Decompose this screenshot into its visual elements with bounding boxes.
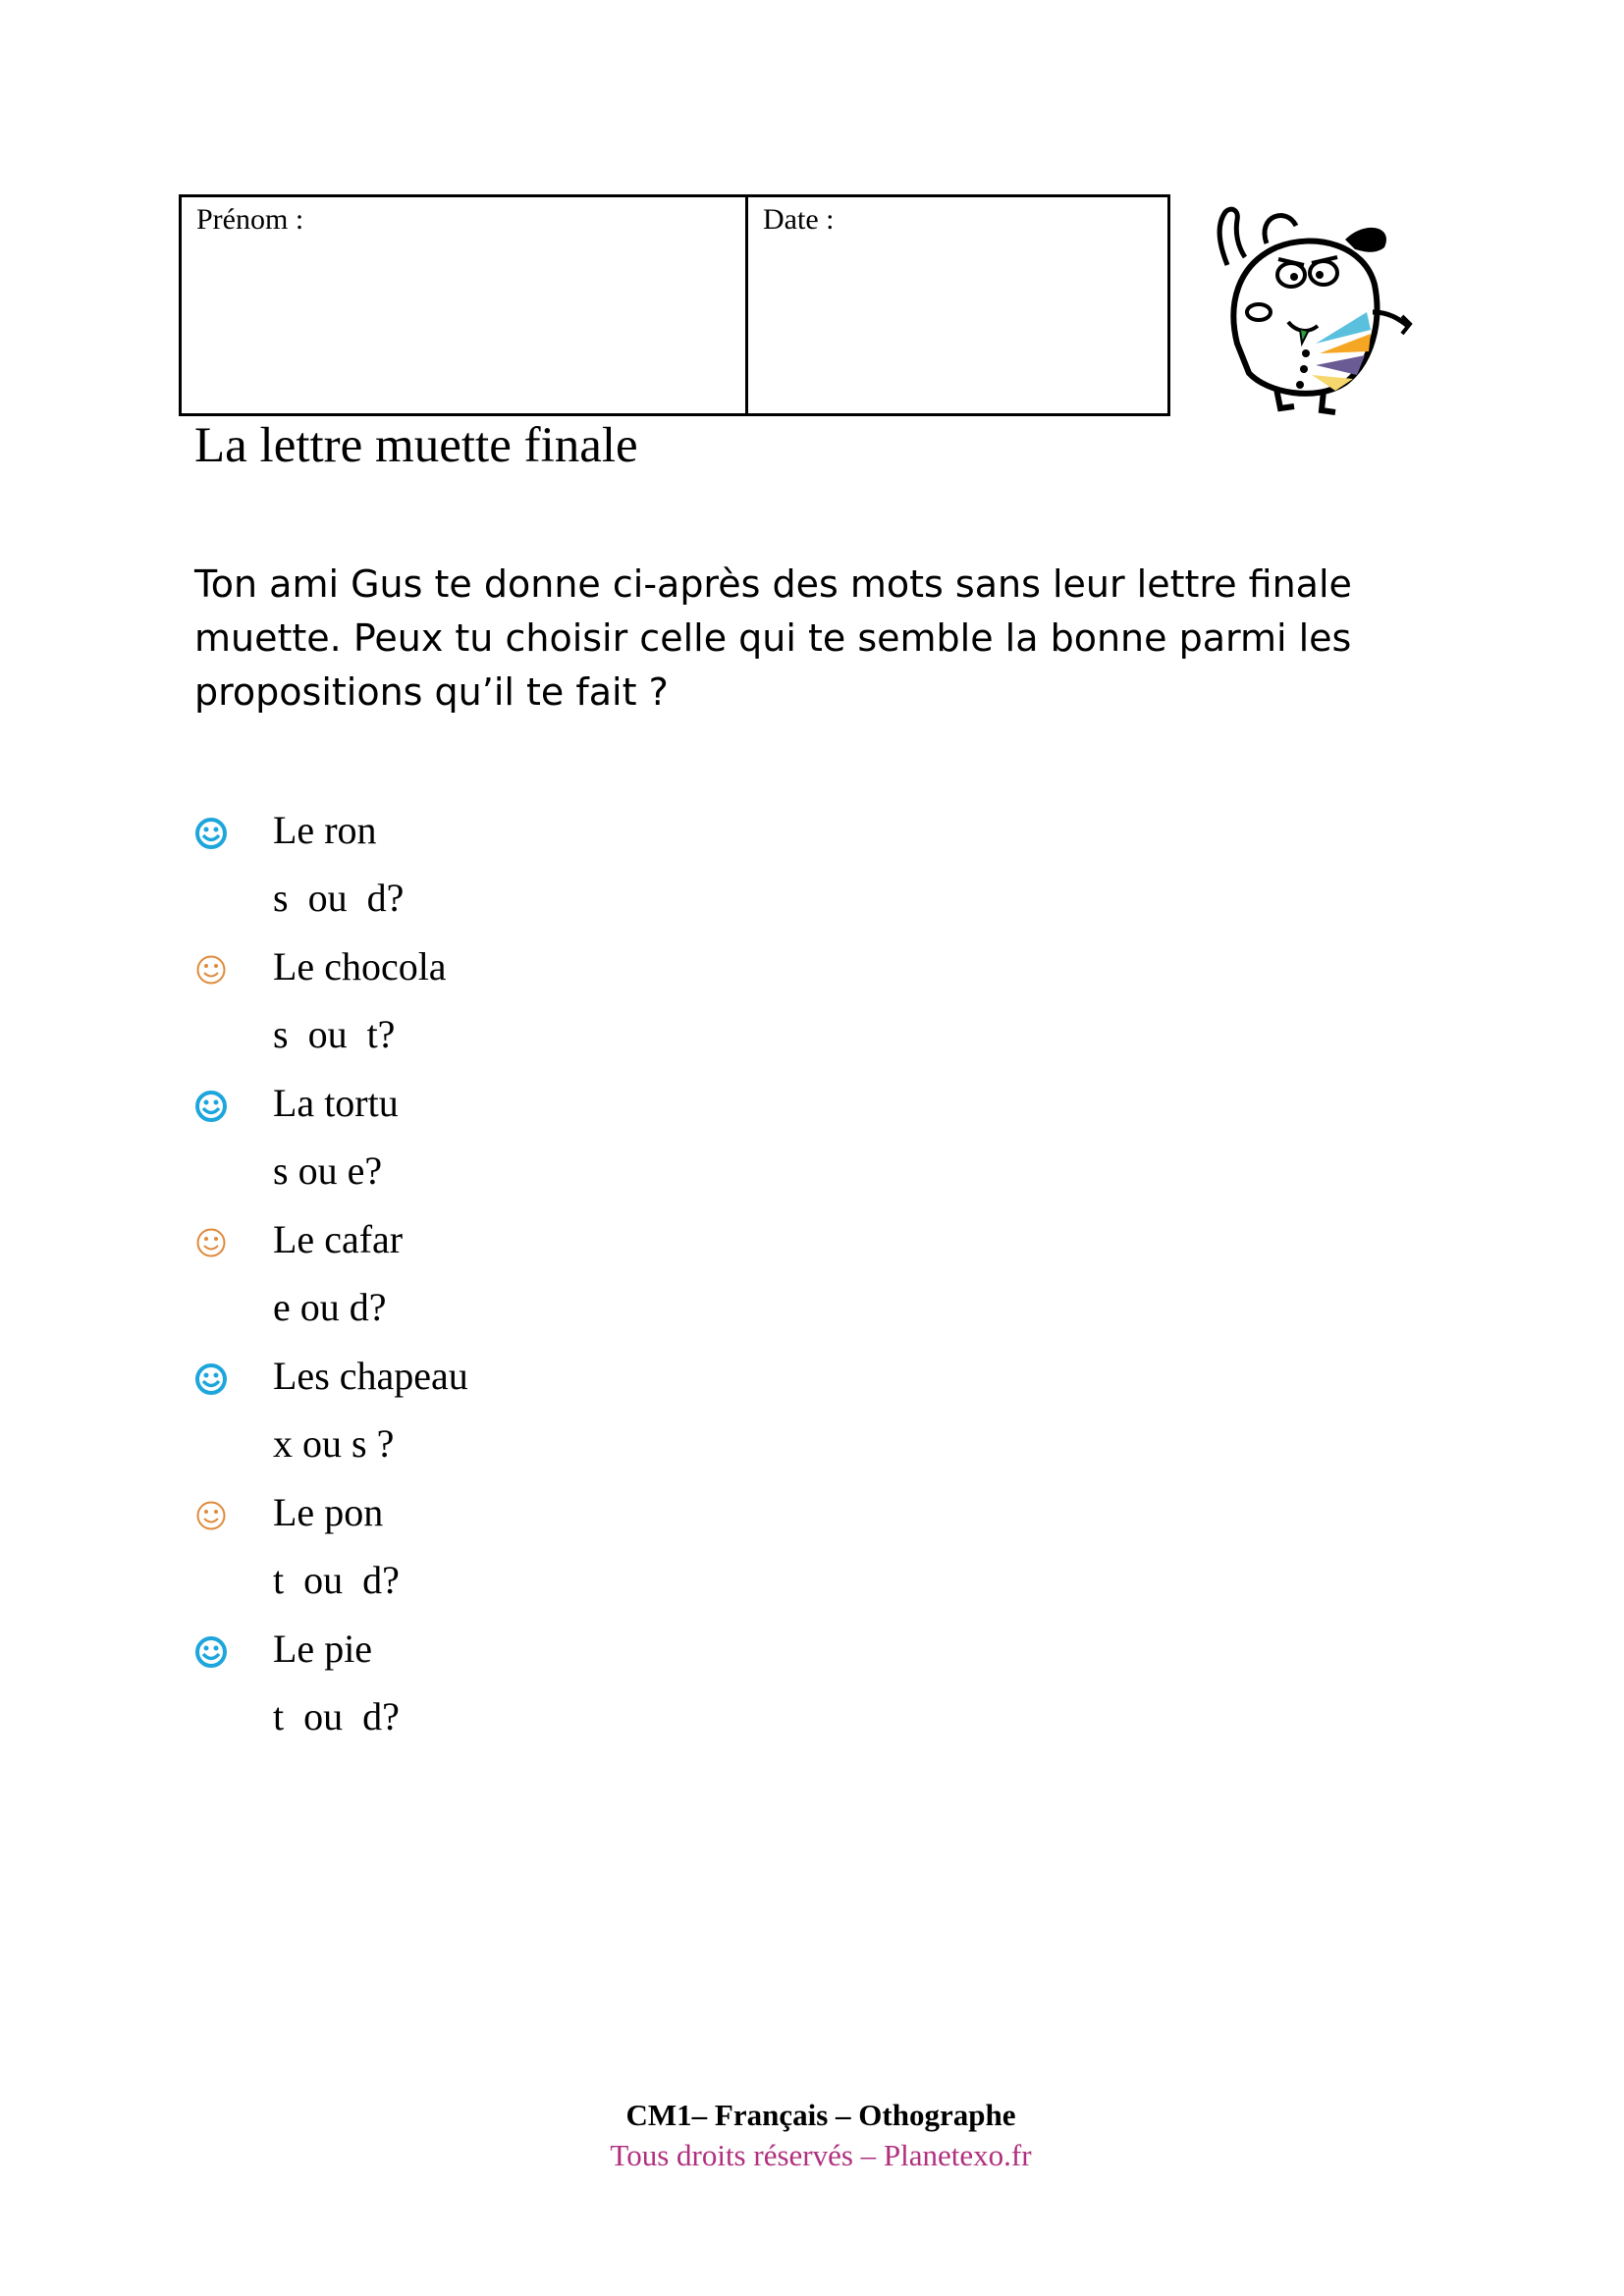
choice-text: s ou t? [273, 1012, 396, 1056]
choice-text: t ou d? [273, 1694, 400, 1738]
word-text: Le pon [273, 1490, 384, 1534]
choice-text: e ou d? [273, 1285, 387, 1329]
smiley-bold-icon [194, 1635, 228, 1669]
date-label: Date : [763, 203, 835, 236]
word-text: Le chocola [273, 944, 447, 988]
word-text: Le pie [273, 1627, 373, 1671]
smiley-bold-icon [194, 1362, 228, 1396]
word-text: Les chapeau [273, 1354, 468, 1398]
choice-text: s ou e? [273, 1148, 383, 1193]
choice-text: s ou d? [273, 876, 405, 920]
footer-course: CM1– Français – Othographe [625, 2098, 1016, 2132]
smiley-outline-icon [194, 1499, 228, 1532]
footer-copyright: Tous droits réservés – Planetexo.fr [610, 2138, 1032, 2172]
smiley-outline-icon [194, 1226, 228, 1259]
word-text: Le cafar [273, 1217, 404, 1261]
sheep-mascot-icon [1198, 196, 1414, 418]
page-title: La lettre muette finale [194, 418, 638, 473]
choice-text: t ou d? [273, 1558, 400, 1602]
choice-text: x ou s ? [273, 1421, 395, 1466]
prenom-label: Prénom : [196, 203, 304, 236]
student-info-box [179, 194, 1170, 416]
smiley-bold-icon [194, 817, 228, 850]
smiley-bold-icon [194, 1090, 228, 1123]
prenom-field[interactable] [182, 197, 748, 413]
smiley-outline-icon [194, 953, 228, 987]
date-field[interactable] [748, 197, 1167, 413]
word-text: Le ron [273, 808, 377, 852]
instructions-text: Ton ami Gus te donne ci-après des mots sans leur lettre finale muette. Peux tu choisir celle qui te semble la bonne parmi les propositions qu’il te fait ? [194, 562, 1352, 714]
word-text: La tortu [273, 1081, 399, 1125]
